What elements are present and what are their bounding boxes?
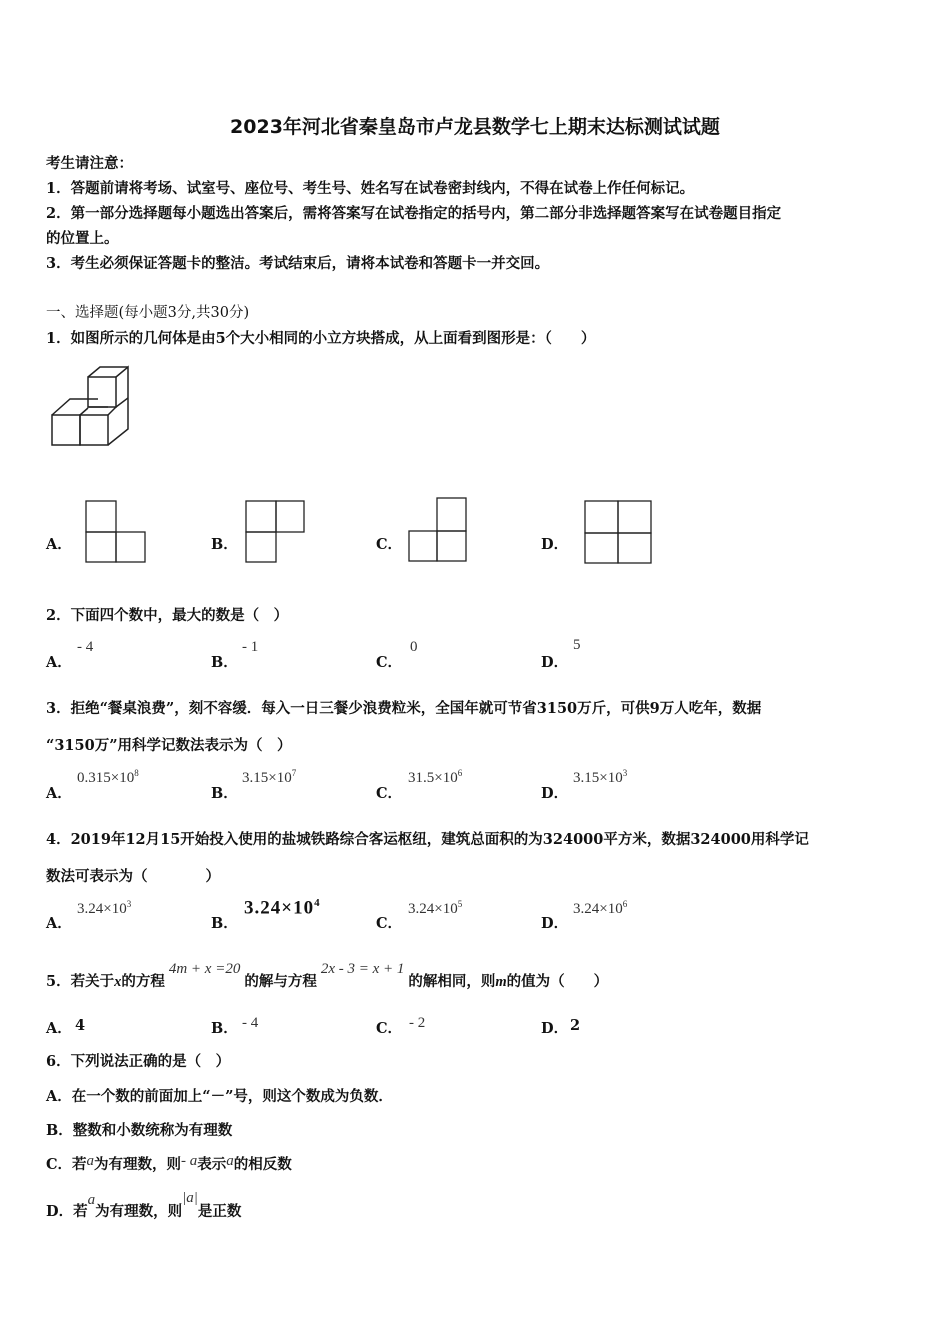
q1-stem: 1．如图所示的几何体是由5个大小相同的小立方块搭成，从上面看到图形是：（ ）	[46, 330, 596, 347]
q5-option-b-value: - 4	[242, 1015, 259, 1031]
notice-heading: 考生请注意：	[46, 155, 133, 172]
q4-option-c-value: $3.24\times 10^5$	[408, 899, 463, 917]
q5-option-d-label: D．	[541, 1020, 569, 1037]
notice-item-3: 3．考生必须保证答题卡的整洁。考试结束后，请将本试卷和答题卡一并交回。	[46, 255, 550, 272]
q2-option-b-value: - 1	[242, 639, 259, 655]
q3-stem-line1: 3．拒绝“餐桌浪费”，刻不容缓．每入一日三餐少浪费粒米，全国年就可节省3150万斤，可供9万人吃年，数据	[46, 700, 762, 717]
q4-option-a-label: A．	[46, 915, 72, 932]
notice-item-2: 2．第一部分选择题每小题选出答案后，需将答案写在试卷指定的括号内，第二部分非选择题答案写在试卷题目指定	[46, 205, 782, 222]
q4-stem-line1: 4．2019年12月15开始投入使用的盐城铁路综合客运枢纽，建筑总面积的为324000平方米，数据324000用科学记	[46, 831, 809, 848]
q4-option-b-label: B．	[211, 915, 238, 932]
q2-option-c-label: C．	[376, 654, 403, 671]
page-title: 2023年河北省秦皇岛市卢龙县数学七上期末达标测试试题	[230, 116, 720, 138]
q5-option-c-label: C．	[376, 1020, 403, 1037]
q2-option-d-value: 5	[573, 637, 581, 653]
q6-option-b: B．整数和小数统称为有理数	[46, 1122, 233, 1139]
q2-option-b-label: B．	[211, 654, 238, 671]
q3-option-d-value: $3.15\times 10^3$	[573, 768, 628, 786]
q5-option-a-value: 4	[75, 1017, 86, 1034]
q3-option-c-value: $31.5\times 10^6$	[408, 768, 463, 786]
notice-item-2-cont: 的位置上。	[46, 230, 119, 247]
section-heading: 一、选择题(每小题3分,共30分)	[46, 305, 250, 321]
q1-option-d-label: D．	[541, 536, 569, 553]
q6-option-a: A．在一个数的前面加上“－”号，则这个数成为负数．	[46, 1088, 393, 1105]
q3-option-b-value: $3.15\times 10^7$	[242, 768, 297, 786]
q1-option-b-figure	[245, 500, 307, 564]
q4-option-c-label: C．	[376, 915, 403, 932]
q2-option-a-label: A．	[46, 654, 72, 671]
q2-option-d-label: D．	[541, 654, 569, 671]
q4-option-a-value: $3.24\times 10^3$	[77, 899, 132, 917]
q1-option-c-figure	[408, 497, 470, 563]
q2-stem: 2．下面四个数中，最大的数是（ ）	[46, 607, 289, 624]
q4-option-d-label: D．	[541, 915, 569, 932]
q6-stem: 6．下列说法正确的是（ ）	[46, 1053, 231, 1070]
q3-option-c-label: C．	[376, 785, 403, 802]
q2-option-c-value: 0	[410, 639, 418, 655]
q1-option-d-figure	[584, 500, 654, 566]
q4-option-b-value: $3.24\times 10^4$	[244, 897, 321, 919]
q6-option-d: D．若a为有理数，则|a|是正数	[46, 1190, 242, 1220]
q5-option-d-value: 2	[570, 1017, 581, 1034]
q4-stem-line2: 数法可表示为（ ）	[46, 868, 220, 885]
q6-option-c: C．若a为有理数，则- a表示a的相反数	[46, 1153, 292, 1173]
q3-option-b-label: B．	[211, 785, 238, 802]
q5-option-b-label: B．	[211, 1020, 238, 1037]
q5-option-c-value: - 2	[409, 1015, 426, 1031]
q1-option-a-figure	[85, 500, 147, 564]
q1-option-c-label: C．	[376, 536, 403, 553]
q5-stem: 5．若关于x的方程4m + x =20的解与方程2x - 3 = x + 1的解相同，则m的值为（ ）	[46, 961, 609, 990]
q1-option-a-label: A．	[46, 536, 72, 553]
q3-option-a-value: $0.315\times 10^8$	[77, 768, 139, 786]
q5-option-a-label: A．	[46, 1020, 72, 1037]
q3-option-a-label: A．	[46, 785, 72, 802]
q1-option-b-label: B．	[211, 536, 238, 553]
notice-item-1: 1．答题前请将考场、试室号、座位号、考生号、姓名写在试卷密封线内，不得在试卷上作任何标记。	[46, 180, 695, 197]
q4-option-d-value: $3.24\times 10^6$	[573, 899, 628, 917]
q3-option-d-label: D．	[541, 785, 569, 802]
q1-solid-figure	[48, 362, 132, 452]
q2-option-a-value: - 4	[77, 639, 94, 655]
q3-stem-line2: “3150万”用科学记数法表示为（ ）	[46, 737, 292, 754]
